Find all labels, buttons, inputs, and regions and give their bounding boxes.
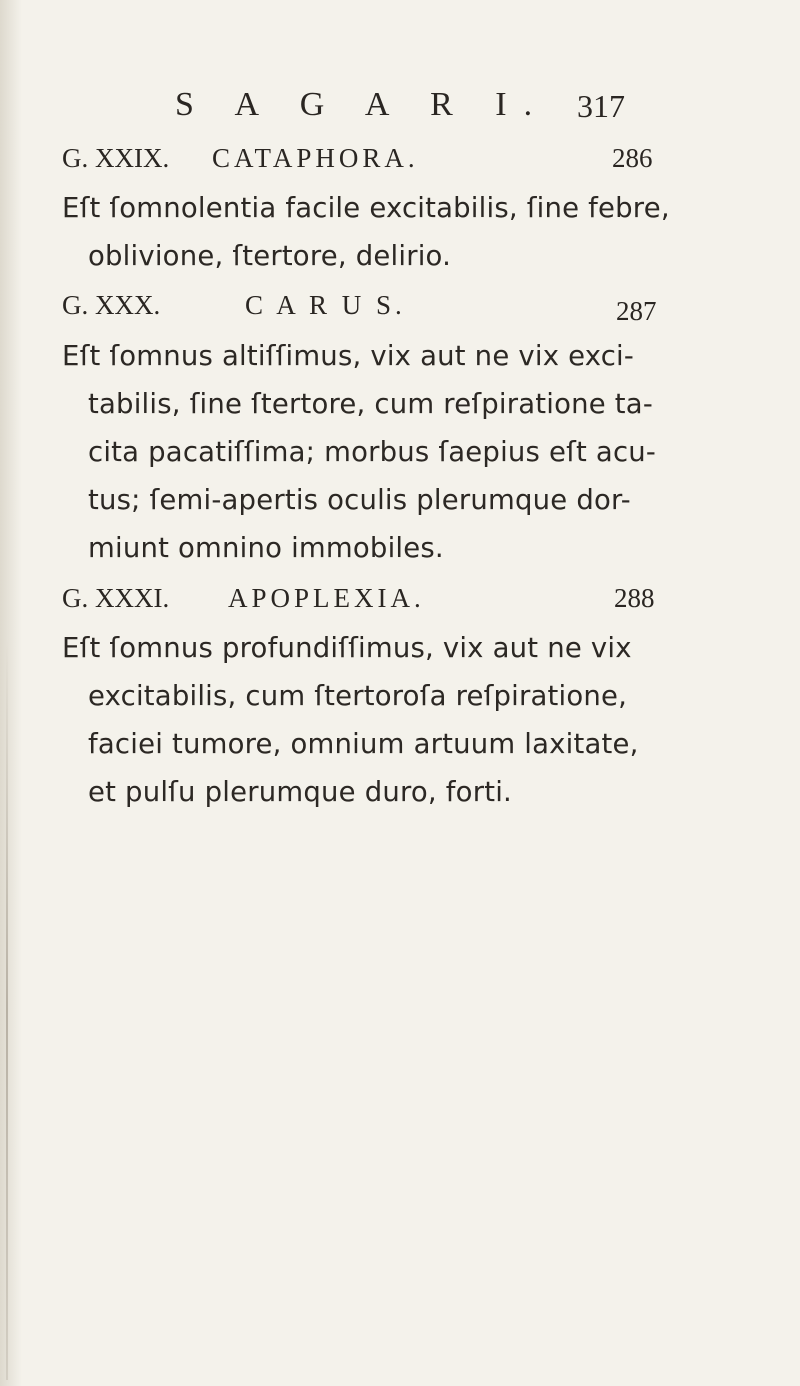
page-gutter-shadow [6,640,8,1380]
genus-number: G. XXX. [62,290,161,320]
genus-heading-carus [62,290,662,330]
genus-heading-apoplexia [62,583,662,623]
genus-number: G. XXXI. [62,583,170,613]
entry-text-line: oblivione, ſtertore, delirio. [88,240,452,272]
reference-number: 286 [612,143,653,173]
entry-text-line: Eſt ſomnus profundiſſimus, vix aut ne vix [62,632,632,664]
reference-number: 287 [616,296,657,326]
genus-number: G. XXIX. [62,143,170,173]
entry-text-line: tus; ſemi-apertis oculis plerumque dor- [88,484,631,516]
entry-text-line: miunt omnino immobiles. [88,532,444,564]
page-number: 317 [577,88,625,124]
entry-text-line: faciei tumore, omnium artuum laxitate, [88,728,639,760]
entry-text-line: excitabilis, cum ſtertoroſa reſpiratione, [88,680,628,712]
entry-text-line: Eſt ſomnolentia facile excitabilis, ſine febre, [62,192,670,224]
genus-name: APOPLEXIA. [228,583,425,613]
entry-text-line: Eſt ſomnus altiſſimus, vix aut ne vix exci- [62,340,635,372]
entry-text-line: tabilis, ſine ſtertore, cum reſpiratione ta- [88,388,653,420]
genus-heading-cataphora [62,143,662,183]
running-head [175,86,655,132]
entry-text-line: cita pacatiſſima; morbus ſaepius eſt acu- [88,436,657,468]
genus-name: C A R U S. [245,290,406,320]
reference-number: 288 [614,583,655,613]
running-title: S A G A R I. [175,86,550,123]
entry-text-line: et pulſu plerumque duro, forti. [88,776,512,808]
genus-name: CATAPHORA. [212,143,419,173]
